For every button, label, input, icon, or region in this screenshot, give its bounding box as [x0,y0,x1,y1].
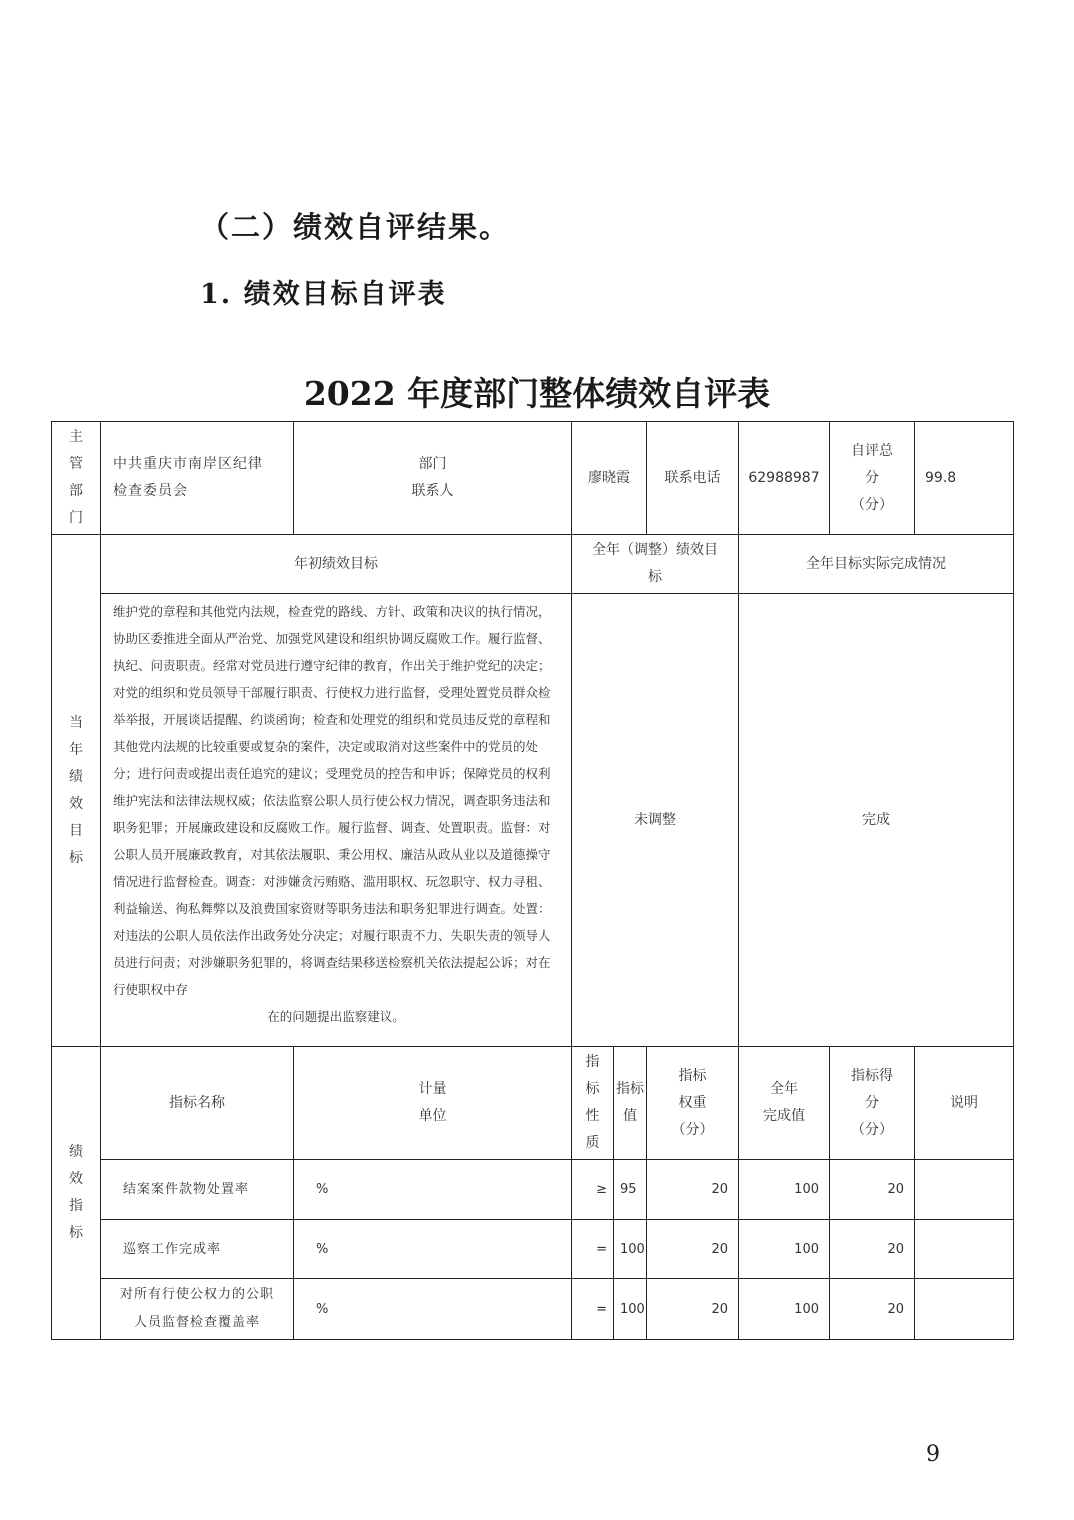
indicator-nature: = [572,1279,614,1340]
indicator-completed: 100 [739,1160,830,1220]
col-adjusted-goal: 全年（调整）绩效目 标 [572,535,739,594]
table-row [52,1279,1014,1340]
indicator-weight: 20 [647,1220,739,1279]
actual-completion-value: 完成 [739,594,1014,1047]
dept-value-cell: 中共重庆市南岸区纪律 检查委员会 [101,422,294,535]
indicator-name: 巡察工作完成率 [101,1220,294,1279]
col-completed: 全年 完成值 [739,1047,830,1160]
col-weight: 指标 权重 （分） [647,1047,739,1160]
indicator-weight: 20 [647,1279,739,1340]
col-nature: 指 标 性 质 [572,1047,614,1160]
section-heading: （二）绩效自评结果。 [200,210,511,244]
phone-value-cell: 62988987 [739,422,830,535]
dept-label-cell: 主 管 部 门 [52,422,101,535]
score-label-cell: 自评总 分 （分） [830,422,915,535]
goals-label-cell: 当 年 绩 效 目 标 [52,535,101,1047]
indicator-name: 对所有行使公权力的公职 人员监督检查覆盖率 [101,1279,294,1340]
col-initial-goal: 年初绩效目标 [101,535,572,594]
table-row [52,1160,1014,1220]
adjusted-goal-value: 未调整 [572,594,739,1047]
indicator-completed: 100 [739,1220,830,1279]
contact-value-cell: 廖晓霞 [572,422,647,535]
phone-label-cell: 联系电话 [647,422,739,535]
col-value: 指标 值 [614,1047,647,1160]
indicator-value: 100 [614,1220,647,1279]
indicator-score: 20 [830,1279,915,1340]
indicator-note [915,1160,1014,1220]
initial-goal-text: 维护党的章程和其他党内法规，检查党的路线、方针、政策和决议的执行情况，协助区委推进全面从严治党、加强党风建设和组织协调反腐败工作。履行监督、执纪、问责职责。经常对党员进行遵守纪律的教育，作出关于维护党纪的决定；对党的组织和党员领导干部履行职责、行使权力进行监督，受理处置党员群众检举举报，开展谈话提醒、约谈函询；检查和处理党的组织和党员违反党的章程和其他党内法规的比较重要或复杂的案件，决定或取消对这些案件中的党员的处分；进行问责或提出责任追究的建议；受理党员的控告和申诉；保障党员的权利维护宪法和法律法规权威；依法监察公职人员行使公权力情况，调查职务违法和职务犯罪；开展廉政建设和反腐败工作。履行监督、调查、处置职责。监督：对公职人员开展廉政教育，对其依法履职、秉公用权、廉洁从政从业以及道德操守情况进行监督检查。调查：对涉嫌贪污贿赂、滥用职权、玩忽职守、权力寻租、利益输送、徇私舞弊以及浪费国家资财等职务违法和职务犯罪进行调查。处置：对违法的公职人员依法作出政务处分决定；对履行职责不力、失职失责的领导人员进行问责；对涉嫌职务犯罪的，将调查结果移送检察机关依法提起公诉；对在行使职权中存 在的问题提出监察建议。 [101,594,572,1047]
indicator-completed: 100 [739,1279,830,1340]
col-indicator-name: 指标名称 [101,1047,294,1160]
subsection-heading: 1. 绩效目标自评表 [200,279,447,310]
table-title: 2022 年度部门整体绩效自评表 [303,374,771,413]
performance-table [51,421,1014,1340]
page-number: 9 [926,1442,940,1467]
indicator-score: 20 [830,1160,915,1220]
indicator-value: 95 [614,1160,647,1220]
indicator-name: 结案案件款物处置率 [101,1160,294,1220]
indicators-label-cell: 绩 效 指 标 [52,1047,101,1340]
table-row [52,1220,1014,1279]
col-note: 说明 [915,1047,1014,1160]
indicator-note [915,1220,1014,1279]
contact-label-cell: 部门 联系人 [294,422,572,535]
indicator-nature: = [572,1220,614,1279]
indicator-weight: 20 [647,1160,739,1220]
indicator-unit: % [294,1160,572,1220]
goals-header-row [52,535,1014,594]
indicator-unit: % [294,1220,572,1279]
indicators-header-row [52,1047,1014,1160]
goals-body-row [52,594,1014,1047]
indicator-value: 100 [614,1279,647,1340]
col-unit: 计量 单位 [294,1047,572,1160]
indicator-unit: % [294,1279,572,1340]
indicator-note [915,1279,1014,1340]
header-row [52,422,1014,535]
score-value-cell: 99.8 [915,422,1014,535]
col-score: 指标得 分 （分） [830,1047,915,1160]
col-actual-completion: 全年目标实际完成情况 [739,535,1014,594]
indicator-nature: ≥ [572,1160,614,1220]
indicator-score: 20 [830,1220,915,1279]
